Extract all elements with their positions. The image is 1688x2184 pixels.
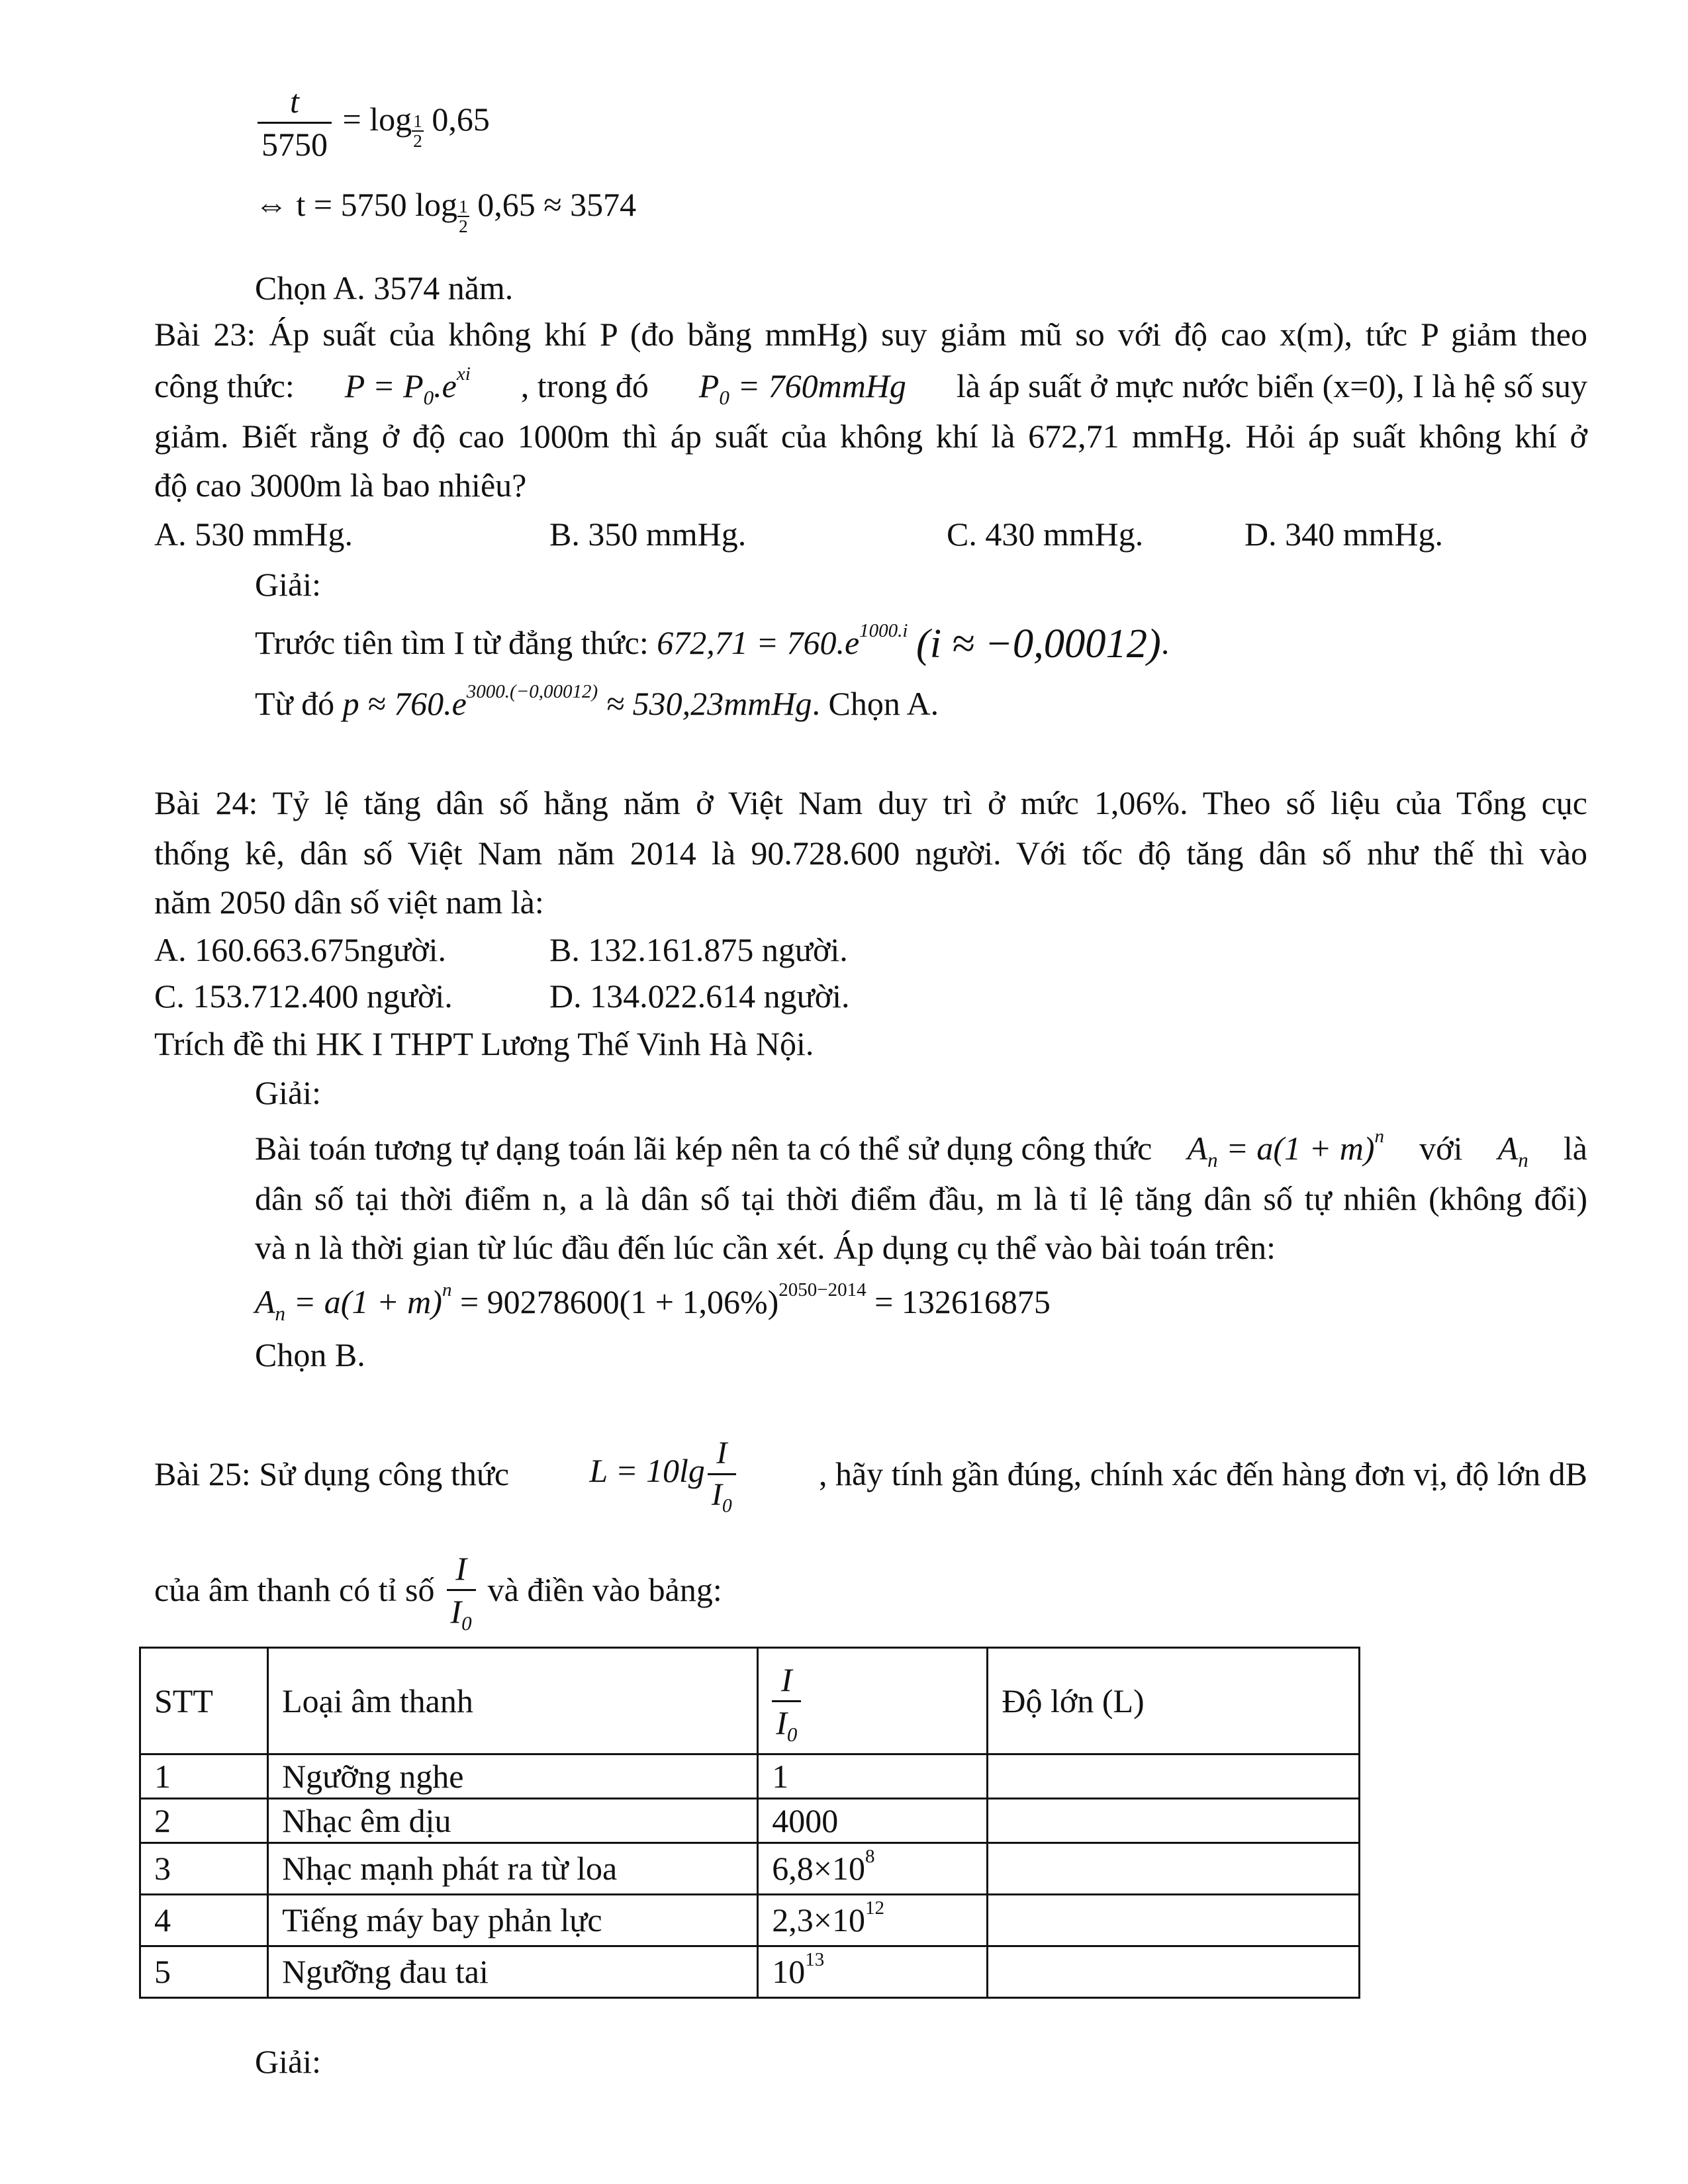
bai24-line2: thống kê, dân số Việt Nam năm 2014 là 90.728.600 người. Với tốc độ tăng dân số như thế thì vào (154, 835, 1587, 872)
bai25-line2: của âm thanh có tỉ số $\frac{I}{I_0}$ và điền vào bảng: (154, 1550, 722, 1635)
table-row: 3 Nhạc mạnh phát ra từ loa $6,8\times 10^8$ (140, 1843, 1360, 1895)
bai24-giai: Giải: (255, 1074, 321, 1111)
fraction-numerator: t (258, 85, 332, 124)
table-row: 5 Ngưỡng đau tai $10^{13}$ (140, 1946, 1360, 1998)
bai24-choose: Chọn B. (255, 1336, 365, 1373)
loudness-cell[interactable] (988, 1946, 1360, 1998)
formula-p0: $P_0$ = 760mmHg (698, 367, 906, 409)
bai23-line3: giảm. Biết rằng ở độ cao 1000m thì áp suất của không khí là 672,71 mmHg. Hỏi áp suất không khí ở (154, 418, 1587, 455)
bai23-option-d: D. 340 mmHg. (1244, 516, 1443, 553)
formula-compound: $A_n = a(1 + m)^n$ (1187, 1125, 1384, 1171)
bai23-line4: độ cao 3000m là bao nhiêu? (154, 467, 527, 504)
loudness-cell[interactable] (988, 1895, 1360, 1946)
bai24-source: Trích đề thi HK I THPT Lương Thế Vinh Hà Nội. (154, 1025, 814, 1062)
table-row: 4 Tiếng máy bay phản lực $2,3\times 10^{12}$ (140, 1895, 1360, 1946)
header-ratio: $\frac{I}{I_0}$ (758, 1648, 988, 1754)
bai23-option-a: A. 530 mmHg. (154, 516, 353, 553)
bai23-line1: Bài 23: Áp suất của không khí P (đo bằng mmHg) suy giảm mũ so với độ cao x(m), tức P giảm theo (154, 316, 1587, 353)
bai24-option-b: B. 132.161.875 người. (549, 931, 848, 968)
loudness-cell[interactable] (988, 1799, 1360, 1843)
bai25-line1: Bài 25: Sử dụng công thức L = 10lg $\frac{I}{I_0}$ , hãy tính gần đúng, chính xác đến hàng đơn vị, độ lớn dB (154, 1435, 1587, 1517)
bai23-option-b: B. 350 mmHg. (549, 516, 747, 553)
sound-table (139, 1647, 1360, 1999)
bai24-line3: năm 2050 dân số việt nam là: (154, 884, 544, 921)
formula-decibel: L = 10lg $\frac{I}{I_0}$ (589, 1437, 738, 1511)
bai24-option-a: A. 160.663.675người. (154, 931, 447, 968)
bai23-solution-line2: Từ đó $p \approx 760.e^{3000.(-0,00012)}$ ≈ 530,23mmHg. Chọn A. (255, 680, 939, 722)
table-row: 2 Nhạc êm dịu 4000 (140, 1799, 1360, 1843)
bai25-giai: Giải: (255, 2043, 321, 2080)
bai24-option-c: C. 153.712.400 người. (154, 978, 453, 1015)
formula-pressure: $P = P_0.e^{xi}$ (344, 363, 471, 409)
bai24-solution-line2: dân số tại thời điểm n, a là dân số tại thời điểm đầu, m là tỉ lệ tăng dân số tự nhiên (không đổi) (255, 1180, 1587, 1217)
table-row: 1 Ngưỡng nghe 1 (140, 1754, 1360, 1799)
bai24-solution-line1: Bài toán tương tự dạng toán lãi kép nên ta có thể sử dụng công thức $A_n = a(1 + m)^n$ với $A_n$ là (255, 1125, 1587, 1171)
equation-solve-t: ⇔ t = 5750 log $\frac{1}{2}$ 0,65 ≈ 3574 (255, 186, 637, 236)
table-header-row (140, 1648, 1360, 1754)
bai23-giai: Giải: (255, 566, 321, 603)
bai23-line2: công thức: $P = P_0.e^{xi}$ , trong đó $P_0$ = 760mmHg là áp suất ở mực nước biển (x=0), I là hệ số suy (154, 363, 1587, 409)
fraction-denominator: 5750 (261, 126, 328, 163)
bai23-option-c: C. 430 mmHg. (947, 516, 1144, 553)
bai24-calculation: $A_n = a(1 + m)^n = 90278600(1 + 1,06\%)^{2050-2014} = 132616875$ (255, 1279, 1051, 1325)
header-stt: STT (140, 1648, 268, 1754)
answer-choice: Chọn A. 3574 năm. (255, 269, 514, 306)
header-sound-type: Loại âm thanh (268, 1648, 758, 1754)
bai24-option-d: D. 134.022.614 người. (549, 978, 850, 1015)
bai24-line1: Bài 24: Tỷ lệ tăng dân số hằng năm ở Việt Nam duy trì ở mức 1,06%. Theo số liệu của Tổng cục (154, 784, 1587, 821)
header-loudness: Độ lớn (L) (988, 1648, 1360, 1754)
bai24-solution-line3: và n là thời gian từ lúc đầu đến lúc cần xét. Áp dụng cụ thể vào bài toán trên: (255, 1229, 1276, 1266)
loudness-cell[interactable] (988, 1754, 1360, 1799)
loudness-cell[interactable] (988, 1843, 1360, 1895)
equation-log-half: $\frac{t}{5750}$ = log $\frac{1}{2}$ 0,65 (255, 85, 490, 161)
bai23-solution-line1: Trước tiên tìm I từ đẳng thức: $672,71 = 760.e^{1000.i}$ (i ≈ −0,00012). (255, 619, 1170, 666)
